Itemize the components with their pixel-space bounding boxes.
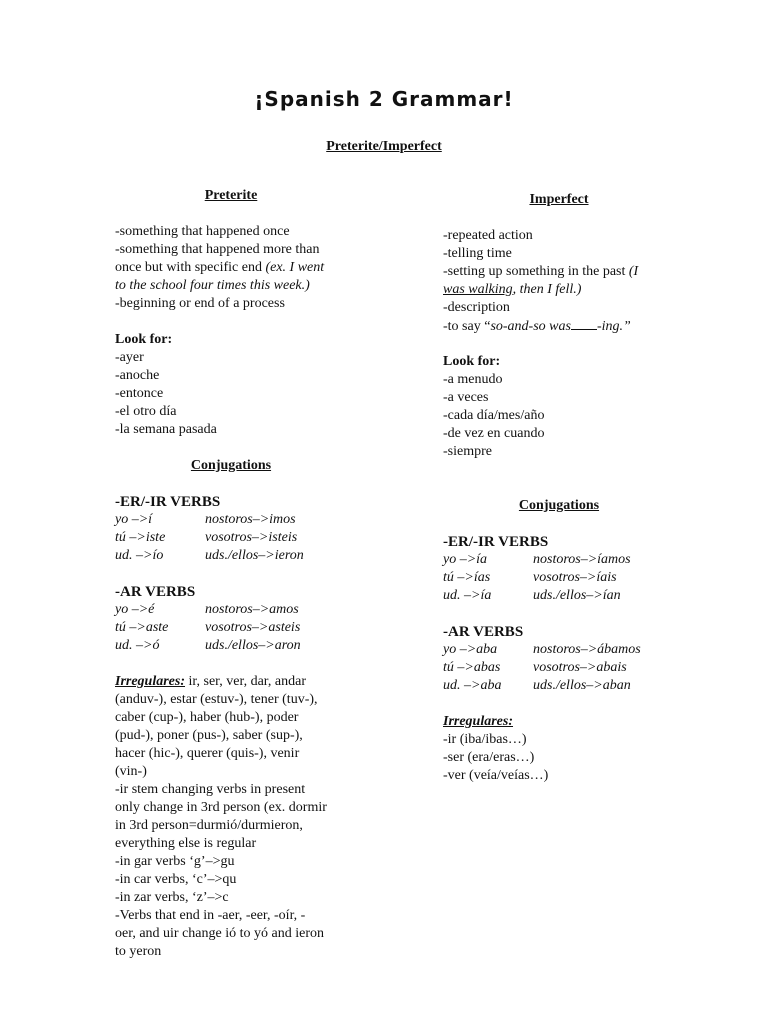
preterite-irregulares <box>115 673 375 961</box>
imperfect-er-ir-conjugation-cell: ud. –>ía <box>443 588 492 603</box>
preterite-irregulares-line: everything else is regular <box>115 836 257 851</box>
preterite-irregulares-line: caber (cup-), haber (hub-), poder <box>115 710 299 725</box>
imperfect-look-for-item: -a menudo <box>443 372 503 387</box>
imperfect-irregulares-label: Irregulares: <box>443 714 514 729</box>
preterite-use: -something that happened more than <box>115 242 320 257</box>
imperfect-ar-label: -AR VERBS <box>443 624 524 640</box>
imperfect-er-ir-conjugation-cell: nostoros–>íamos <box>533 552 631 567</box>
imperfect-heading: Imperfect <box>529 192 589 207</box>
preterite-irregulares-line: -in zar verbs, ‘z’–>c <box>115 890 229 905</box>
imperfect-irregulares-item: -ser (era/eras…) <box>443 750 535 765</box>
imperfect-use: was walking, then I fell.) <box>443 282 582 297</box>
preterite-irregulares-line: -ir stem changing verbs in present <box>115 782 306 797</box>
preterite-ar-conjugation-row <box>115 637 375 655</box>
imperfect-ar-conjugation-cell: yo –>aba <box>443 642 498 657</box>
imperfect-look-for-item: -a veces <box>443 390 489 405</box>
preterite-use: once but with specific end (ex. I went <box>115 260 325 275</box>
preterite-irregulares-line: (vin-) <box>115 764 147 779</box>
preterite-er-ir-conjugation-row <box>115 547 375 565</box>
preterite-er-ir-conjugation-cell: tú –>iste <box>115 530 166 545</box>
preterite-er-ir-conjugation-cell: yo –>í <box>115 512 153 527</box>
imperfect-ar-conjugation-row <box>443 677 693 695</box>
preterite-irregulares-line: (pud-), poner (pus-), saber (sup-), <box>115 728 303 743</box>
preterite-irregulares-line: oer, and uir change ió to yó and ieron <box>115 926 324 941</box>
imperfect-ar-conjugation-cell: uds./ellos–>aban <box>533 678 631 693</box>
preterite-heading: Preterite <box>204 188 258 203</box>
preterite-ar-conjugation-cell: nostoros–>amos <box>205 602 299 617</box>
imperfect-er-ir-label: -ER/-IR VERBS <box>443 534 549 550</box>
imperfect-ar-conjugation-cell: tú –>abas <box>443 660 501 675</box>
preterite-use: -beginning or end of a process <box>115 296 285 311</box>
preterite-er-ir-conjugation-row <box>115 529 375 547</box>
preterite-ar-label: -AR VERBS <box>115 584 196 600</box>
preterite-irregulares-line: in 3rd person=durmió/durmieron, <box>115 818 303 833</box>
imperfect-look-for-item: -cada día/mes/año <box>443 408 545 423</box>
imperfect-use: -description <box>443 300 510 315</box>
imperfect-look-for-item: -de vez en cuando <box>443 426 545 441</box>
preterite-irregulares-line: hacer (hic-), querer (quis-), venir <box>115 746 300 761</box>
imperfect-column <box>443 191 693 785</box>
preterite-irregulares-line: to yeron <box>115 944 162 959</box>
preterite-er-ir-label: -ER/-IR VERBS <box>115 494 221 510</box>
preterite-use: -something that happened once <box>115 224 290 239</box>
imperfect-uses <box>443 227 693 335</box>
imperfect-use: -to say “so-and-so was -ing.” <box>443 319 631 334</box>
preterite-er-ir-conjugation-cell: vosotros–>isteis <box>205 530 298 545</box>
imperfect-er-ir-conjugation-row <box>443 551 693 569</box>
imperfect-er-ir-conjugation-cell: uds./ellos–>ían <box>533 588 621 603</box>
page-title: ¡Spanish 2 Grammar! <box>254 87 514 111</box>
preterite-er-ir-table <box>115 511 375 565</box>
preterite-column <box>115 187 375 961</box>
preterite-ar-conjugation-cell: vosotros–>asteis <box>205 620 301 635</box>
imperfect-er-ir-conjugation-row <box>443 587 693 605</box>
preterite-ar-conjugation-cell: yo –>é <box>115 602 155 617</box>
preterite-er-ir-conjugation-cell: uds./ellos–>ieron <box>205 548 304 563</box>
imperfect-er-ir-conjugation-row <box>443 569 693 587</box>
preterite-irregulares-line: only change in 3rd person (ex. dormir <box>115 800 327 815</box>
preterite-uses <box>115 223 375 313</box>
preterite-ar-conjugation-cell: ud. –>ó <box>115 638 160 653</box>
imperfect-look-for-list <box>443 371 693 461</box>
preterite-ar-conjugation-row <box>115 601 375 619</box>
preterite-ar-table <box>115 601 375 655</box>
preterite-er-ir-conjugation-cell: nostoros–>imos <box>205 512 296 527</box>
preterite-irregulares-line: (anduv-), estar (estuv-), tener (tuv-), <box>115 692 318 707</box>
preterite-er-ir-conjugation-row <box>115 511 375 529</box>
preterite-irregulares-line: -in gar verbs ‘g’–>gu <box>115 854 235 869</box>
imperfect-ar-conjugation-row <box>443 659 693 677</box>
imperfect-ar-conjugation-cell: ud. –>aba <box>443 678 502 693</box>
preterite-irregulares-line: -Verbs that end in -aer, -eer, -oír, - <box>115 908 306 923</box>
preterite-irregulares-line: ir, ser, ver, dar, andar <box>185 674 306 689</box>
imperfect-er-ir-conjugation-cell: tú –>ías <box>443 570 491 585</box>
preterite-look-for-item: -anoche <box>115 368 160 383</box>
imperfect-er-ir-table <box>443 551 693 605</box>
imperfect-ar-table <box>443 641 693 695</box>
preterite-irregulares-line: -in car verbs, ‘c’–>qu <box>115 872 237 887</box>
preterite-conjugations-heading: Conjugations <box>190 458 272 473</box>
imperfect-ar-conjugation-row <box>443 641 693 659</box>
preterite-look-for-item: -el otro día <box>115 404 177 419</box>
preterite-ar-conjugation-cell: uds./ellos–>aron <box>205 638 301 653</box>
preterite-irregulares-label: Irregulares: <box>115 674 186 689</box>
preterite-use: to the school four times this week.) <box>115 278 310 293</box>
imperfect-ar-conjugation-cell: vosotros–>abais <box>533 660 627 675</box>
preterite-look-for-list <box>115 349 375 439</box>
imperfect-look-for-label: Look for: <box>443 354 501 369</box>
preterite-look-for-item: -la semana pasada <box>115 422 217 437</box>
imperfect-irregulares-item: -ver (veía/veías…) <box>443 768 549 783</box>
preterite-er-ir-conjugation-cell: ud. –>ío <box>115 548 164 563</box>
imperfect-irregulares-list <box>443 731 693 785</box>
imperfect-conjugations-heading: Conjugations <box>518 498 600 513</box>
imperfect-use: -setting up something in the past (I <box>443 264 639 279</box>
imperfect-irregulares-item: -ir (iba/ibas…) <box>443 732 527 747</box>
preterite-ar-conjugation-row <box>115 619 375 637</box>
preterite-look-for-label: Look for: <box>115 332 173 347</box>
imperfect-use: -telling time <box>443 246 512 261</box>
imperfect-er-ir-conjugation-cell: vosotros–>íais <box>533 570 617 585</box>
imperfect-ar-conjugation-cell: nostoros–>ábamos <box>533 642 641 657</box>
imperfect-er-ir-conjugation-cell: yo –>ía <box>443 552 488 567</box>
preterite-look-for-item: -ayer <box>115 350 144 365</box>
imperfect-look-for-item: -siempre <box>443 444 492 459</box>
preterite-ar-conjugation-cell: tú –>aste <box>115 620 169 635</box>
preterite-look-for-item: -entonce <box>115 386 164 401</box>
page-subtitle: Preterite/Imperfect <box>326 139 442 154</box>
imperfect-use: -repeated action <box>443 228 533 243</box>
